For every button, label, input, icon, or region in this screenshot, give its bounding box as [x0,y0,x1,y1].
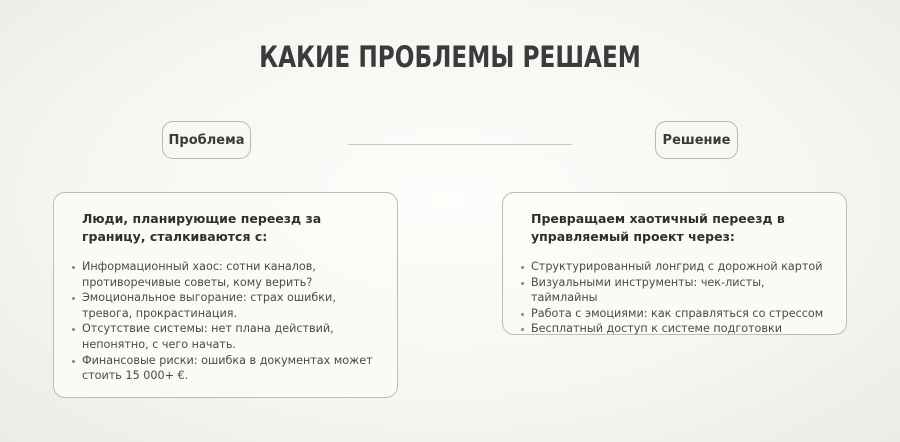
solution-list [531,259,831,337]
page-title: КАКИЕ ПРОБЛЕМЫ РЕШАЕМ [259,40,641,74]
problem-pill [162,121,251,159]
connector-line [348,144,572,145]
problem-item: Информационный хаос: сотни каналов, противоречивые советы, кому верить? [82,259,387,290]
solution-item: Структурированный лонгрид с дорожной картой [531,259,831,275]
solution-item: Бесплатный доступ к системе подготовки [531,321,831,337]
problem-card [53,192,398,398]
solution-pill-label: Решение [662,132,731,148]
solution-card [502,192,847,335]
solution-item: Работа с эмоциями: как справляться со стрессом [531,306,831,322]
problem-item: Отсутствие системы: нет плана действий, непонятно, с чего начать. [82,321,387,352]
problem-list [82,259,387,384]
solution-pill [655,121,738,159]
solution-item: Визуальными инструменты: чек-листы, таймлайны [531,275,831,306]
problem-item: Эмоциональное выгорание: страх ошибки, тревога, прокрастинация. [82,290,387,321]
problem-pill-label: Проблема [168,132,245,148]
solution-heading: Превращаем хаотичный переезд в управляемый проект через: [531,211,785,244]
problem-item: Финансовые риски: ошибка в документах может стоить 15 000+ €. [82,353,387,384]
problem-heading: Люди, планирующие переезд за границу, сталкиваются с: [82,211,322,244]
